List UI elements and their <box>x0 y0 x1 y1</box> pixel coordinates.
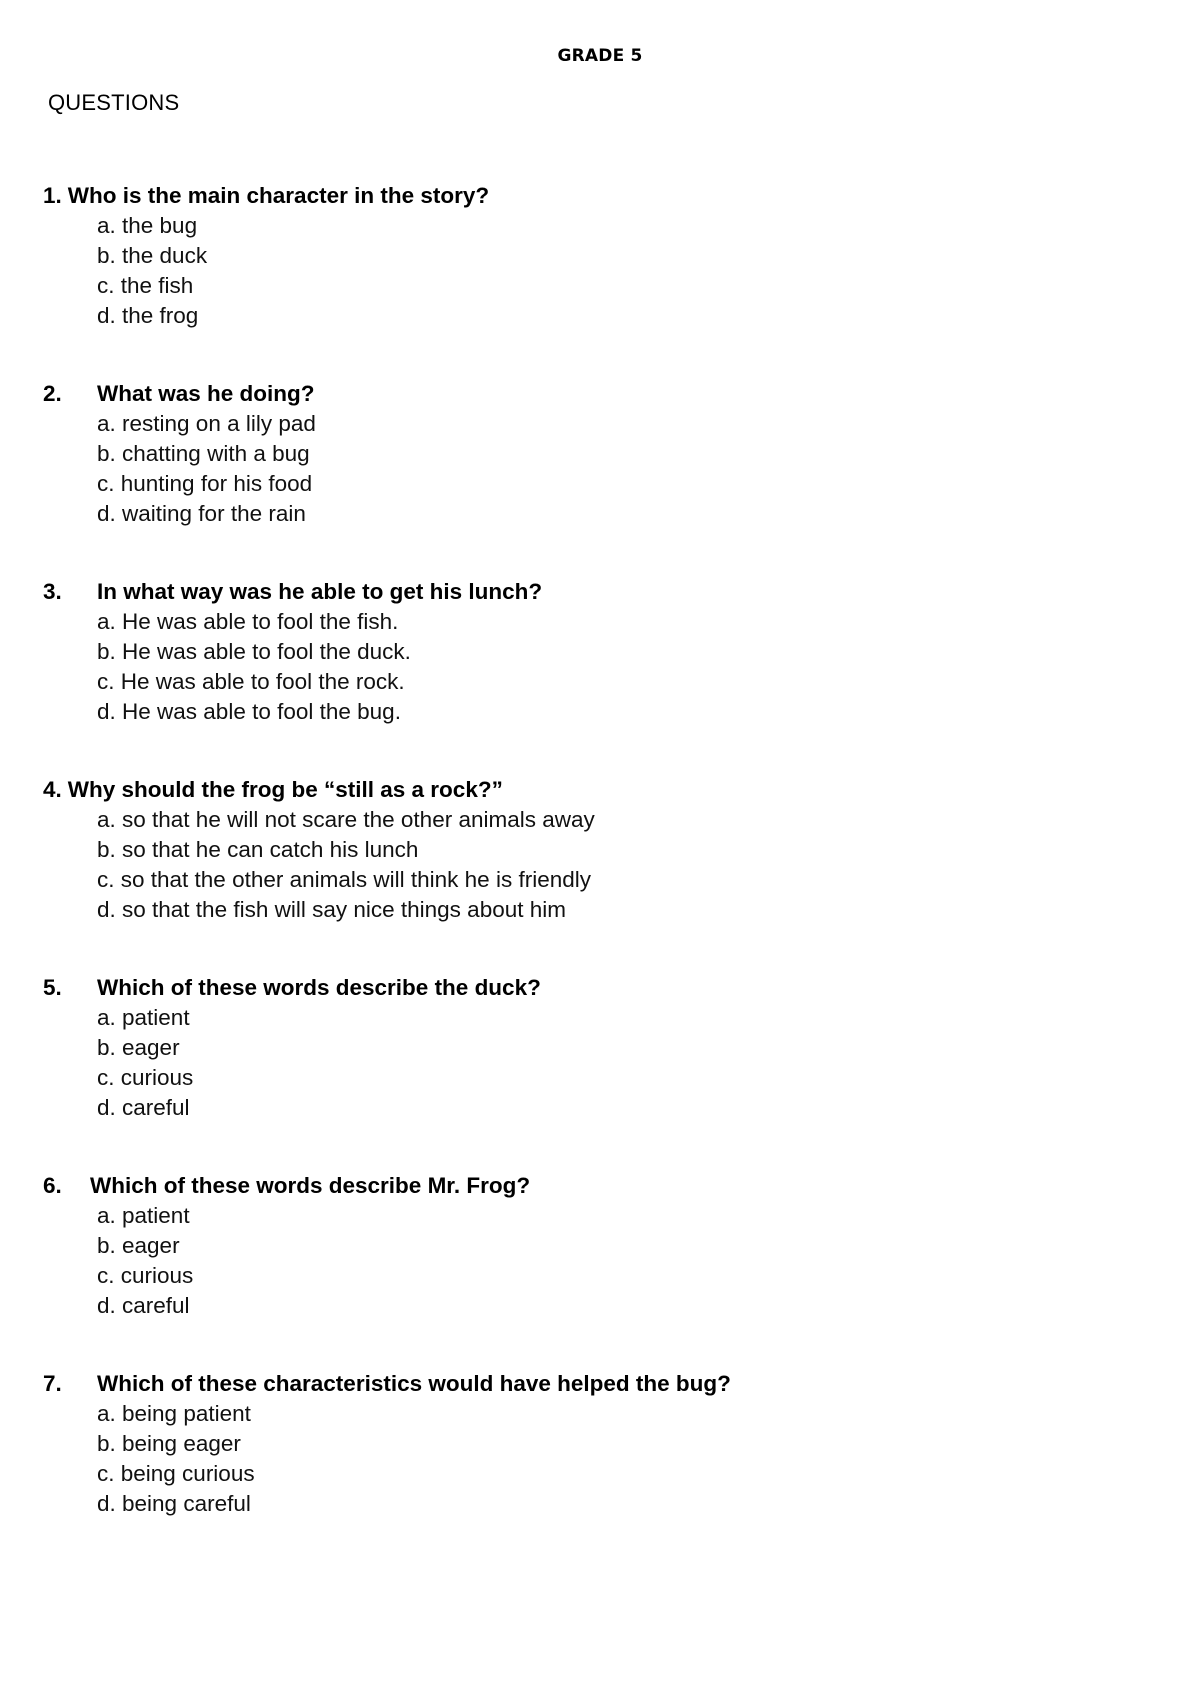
question-4 <box>43 775 1143 925</box>
question-prompt <box>43 577 1143 607</box>
option-d: d. so that the fish will say nice things about him <box>97 897 566 922</box>
question-text: What was he doing? <box>97 381 315 406</box>
option-d: d. careful <box>97 1095 190 1120</box>
question-number: 5. <box>43 975 62 1000</box>
option-list <box>43 1201 1143 1321</box>
option-c: c. hunting for his food <box>97 471 313 496</box>
option-b: b. chatting with a bug <box>97 441 310 466</box>
option-a: a. He was able to fool the fish. <box>97 609 399 634</box>
question-7 <box>43 1369 1143 1519</box>
option-b: b. being eager <box>97 1431 241 1456</box>
option-b: b. eager <box>97 1233 180 1258</box>
option-b: b. eager <box>97 1035 180 1060</box>
question-text: Who is the main character in the story? <box>67 183 490 208</box>
question-5 <box>43 973 1143 1123</box>
question-2 <box>43 379 1143 529</box>
option-list <box>43 1399 1143 1519</box>
option-c: c. He was able to fool the rock. <box>97 669 405 694</box>
option-d: d. the frog <box>97 303 199 328</box>
option-d: d. He was able to fool the bug. <box>97 699 401 724</box>
question-number: 4. <box>43 777 62 802</box>
option-c: c. being curious <box>97 1461 255 1486</box>
page-title: QUESTIONS <box>48 90 180 115</box>
option-a: a. the bug <box>97 213 198 238</box>
option-d: d. careful <box>97 1293 190 1318</box>
question-number: 2. <box>43 381 62 406</box>
question-number: 7. <box>43 1371 62 1396</box>
option-list <box>43 409 1143 529</box>
option-list <box>43 607 1143 727</box>
question-number: 3. <box>43 579 62 604</box>
option-c: c. curious <box>97 1263 194 1288</box>
option-list <box>43 211 1143 331</box>
option-a: a. patient <box>97 1203 190 1228</box>
option-a: a. resting on a lily pad <box>97 411 316 436</box>
question-prompt <box>43 181 1143 211</box>
option-a: a. so that he will not scare the other animals away <box>97 807 595 832</box>
option-c: c. so that the other animals will think he is friendly <box>97 867 591 892</box>
question-prompt <box>43 973 1143 1003</box>
option-d: d. waiting for the rain <box>97 501 306 526</box>
question-6 <box>43 1171 1143 1321</box>
option-list <box>43 805 1143 925</box>
question-prompt <box>43 1369 1143 1399</box>
question-text: In what way was he able to get his lunch? <box>97 579 543 604</box>
option-a: a. patient <box>97 1005 190 1030</box>
question-prompt <box>43 775 1143 805</box>
option-c: c. curious <box>97 1065 194 1090</box>
question-3 <box>43 577 1143 727</box>
grade-label: GRADE 5 <box>557 46 643 66</box>
option-c: c. the fish <box>97 273 194 298</box>
question-prompt <box>43 1171 1143 1201</box>
question-text: Why should the frog be “still as a rock?” <box>67 777 503 802</box>
option-b: b. He was able to fool the duck. <box>97 639 411 664</box>
question-text: Which of these words describe Mr. Frog? <box>90 1173 531 1198</box>
option-list <box>43 1003 1143 1123</box>
question-1 <box>43 181 1143 331</box>
question-text: Which of these words describe the duck? <box>97 975 541 1000</box>
option-a: a. being patient <box>97 1401 251 1426</box>
question-prompt <box>43 379 1143 409</box>
question-text: Which of these characteristics would have helped the bug? <box>97 1371 731 1396</box>
question-number: 1. <box>43 183 62 208</box>
option-b: b. so that he can catch his lunch <box>97 837 419 862</box>
option-b: b. the duck <box>97 243 208 268</box>
question-number: 6. <box>43 1173 62 1198</box>
option-d: d. being careful <box>97 1491 251 1516</box>
